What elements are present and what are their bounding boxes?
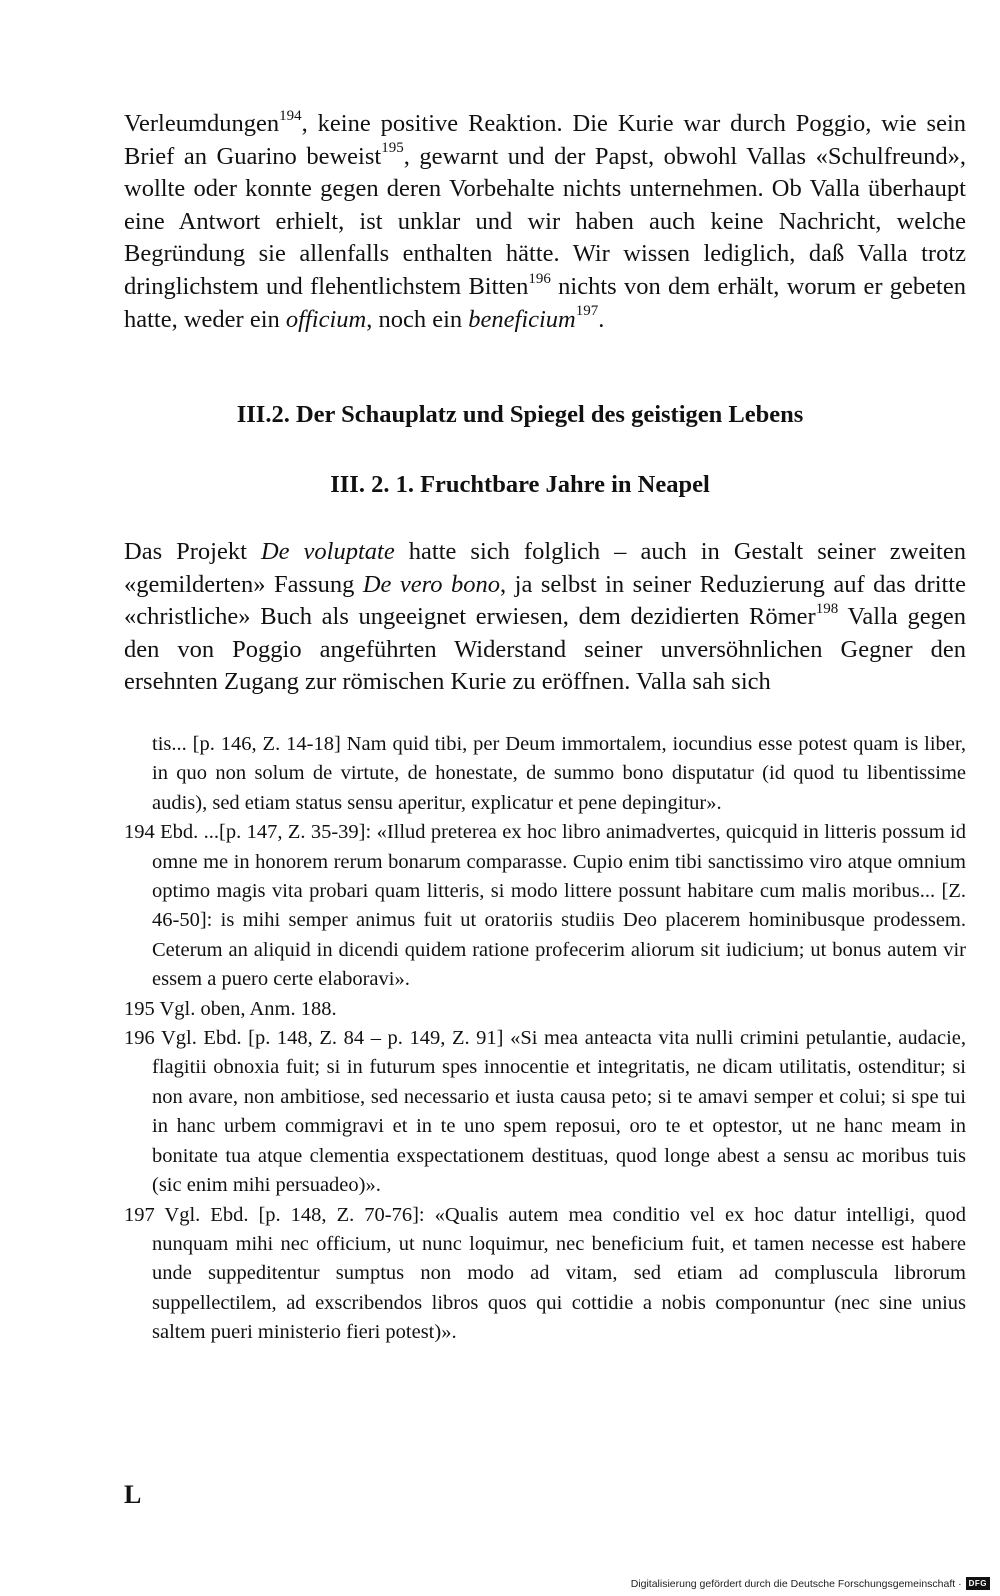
- italic-title: De voluptate: [260, 538, 395, 565]
- text-run: , gewarnt und der Papst, obwohl Vallas «Schulfreund», wollte oder konnte gegen deren Vorbehalte nichts unternehmen. Ob Valla überhaupt eine Antwort erhielt, ist unklar und wir haben auch keine Nachricht, welche Begründung sie allenfalls enthalten hätte. Wir wissen lediglich, daß Valla trotz dringlichstem und flehentlichstem Bitten: [124, 142, 966, 300]
- italic-term: beneficium: [468, 305, 576, 333]
- footnote-ref-195: 195: [381, 140, 404, 157]
- body-paragraph-2: [124, 536, 966, 699]
- body-paragraph-1: [124, 108, 966, 336]
- dfg-logo: DFG: [966, 1577, 990, 1590]
- text-run: nichts von dem erhält, worum er gebeten hatte, weder ein: [124, 272, 966, 333]
- italic-term: officium: [285, 305, 367, 333]
- text-run: , noch ein: [366, 305, 469, 333]
- italic-title: De vero bono: [362, 570, 501, 598]
- footnote-196: 196 Vgl. Ebd. [p. 148, Z. 84 – p. 149, Z. 91] «Si mea anteacta vita nulli crimini petulantie, audacie, flagitii obnoxia fuit; si in futurum spes innocentie et integritatis, ne dicam utilitatis, ostenditur; si non avare, non ambitiose, sed necessario et iusta causa peto; si te amavi semper et colui; si spe tui in hanc urbem commigravi et in te uno spem reposui, oro te et optestor, ut ne hanc meam in bonitate tua atque clementia exspectationem destituas, quod longe abest a sensu ac moribus tuis (sic enim mihi persuadeo)».: [124, 1027, 966, 1197]
- footnote-ref-196: 196: [528, 270, 551, 287]
- text-run: , keine positive Reaktion. Die Kurie war durch Poggio, wie sein Brief an Guarino beweist: [124, 110, 966, 170]
- footnote-ref-197: 197: [575, 303, 599, 320]
- text-run: hatte sich folglich – auch in Gestalt seiner zweiten «gemilderten» Fassung: [124, 538, 966, 598]
- digitization-footer: [631, 1577, 990, 1590]
- footer-text: Digitalisierung gefördert durch die Deutsche Forschungsgemeinschaft ·: [630, 1577, 962, 1590]
- text-run: , ja selbst in seiner Reduzierung auf das dritte «christliche» Buch als ungeeignet erwiesen, dem dezidierten Römer: [124, 570, 966, 631]
- text-run: .: [598, 305, 605, 333]
- text-run: Valla gegen den von Poggio angeführten Widerstand seiner unversöhnlichen Gegner den ersehnten Zugang zur römischen Kurie zu eröffnen. Valla sah sich: [124, 603, 966, 696]
- text-run: Das Projekt: [124, 538, 261, 565]
- footnote-197: 197 Vgl. Ebd. [p. 148, Z. 70-76]: «Qualis autem mea conditio vel ex hoc datur intelligi, quod nunquam mihi nec officium, ut nunc loquimur, nec beneficium fuit, et tamen necesse est habere unde suppeditentur sumptus non modo ad vitam, sed etiam ad compluscula librorum suppellectilem, ad exscribendos libros quos qui cottidie a nobis componuntur (nec sine unius saltem pueri ministerio fieri potest)».: [124, 1203, 966, 1344]
- footnote-194: 194 Ebd. ...[p. 147, Z. 35-39]: «Illud preterea ex hoc libro animadvertes, quicquid in litteris possum id omne me in honorem rerum bonarum comparasse. Cupio enim tibi sanctissimo viro atque omnium optimo magis vita probari quam litteris, si modo littere possunt habitare cum malis moribus... [Z. 46-50]: is mihi semper animus fuit ut oratoriis studiis Deo placerem hominibusque prodessem. Ceterum an aliquid in dicendi quidem ratione profecerim aliorum sit iudicium; ut bonus autem vir essem a puero certe elaboravi».: [124, 821, 966, 991]
- section-heading: III.2. Der Schauplatz und Spiegel des geistigen Lebens: [236, 401, 804, 428]
- footnote-ref-198: 198: [815, 601, 839, 618]
- footnote-ref-194: 194: [279, 107, 302, 124]
- page-number: L: [124, 1480, 142, 1509]
- footnote-195: 195 Vgl. oben, Anm. 188.: [124, 997, 337, 1020]
- footnotes: [124, 730, 966, 1348]
- subsection-heading: III. 2. 1. Fruchtbare Jahre in Neapel: [330, 471, 710, 498]
- footnote-continuation: tis... [p. 146, Z. 14-18] Nam quid tibi, per Deum immortalem, iocundius esse potest quam is liber, in quo non solum de virtute, de honestate, de summo bono disputatur (id quod tu libentissime audis), sed etiam status sensu aperitur, explicatur et pene depingitur».: [152, 733, 966, 814]
- text-run: Verleumdungen: [124, 110, 280, 137]
